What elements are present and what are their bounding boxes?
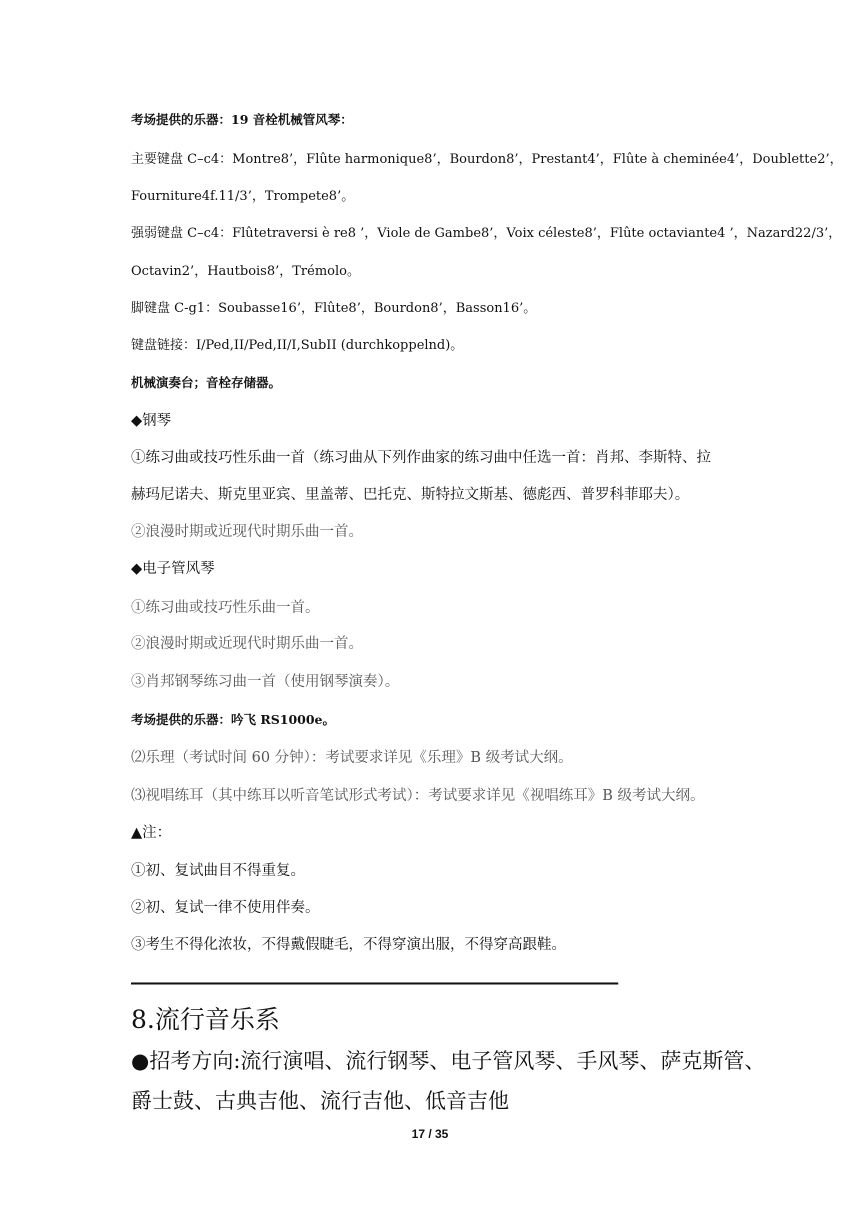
couplers: 键盘链接：I/Ped,II/Ped,II/I,SubII (durchkoppelnd)。 [131, 338, 464, 353]
notes-heading: ▲注： [131, 825, 172, 841]
piano-item-1-cont: 赫玛尼诺夫、斯克里亚宾、里盖蒂、巴托克、斯特拉文斯基、德彪西、普罗科菲耶夫）。 [131, 487, 690, 503]
piano-item-2: ②浪漫时期或近现代时期乐曲一首。 [131, 524, 363, 540]
instrument-line-electronic: 考场提供的乐器：吟飞 RS1000e。 [131, 712, 336, 727]
manual-main-stops-cont: Fourniture4f.11/3’，Trompete8’。 [131, 189, 355, 204]
heading-piano: ◆钢琴 [131, 413, 172, 429]
heading-electronic-organ: ◆电子管风琴 [131, 561, 215, 577]
section-title: 8.流行音乐系 [131, 1005, 280, 1034]
manual-main-stops: 主要键盘 C–c4：Montre8’，Flûte harmonique8’，Bourdon8’，Prestant4’，Flûte à cheminée4’，Doublette2’， [131, 152, 843, 167]
organ-item-2: ②浪漫时期或近现代时期乐曲一首。 [131, 636, 363, 652]
solfege-line: ⑶视唱练耳（其中练耳以听音笔试形式考试）：考试要求详见《视唱练耳》B 级考试大纲。 [131, 788, 705, 804]
organ-item-3: ③肖邦钢琴练习曲一首（使用钢琴演奏）。 [131, 674, 400, 690]
directions-line-1: ●招考方向:流行演唱、流行钢琴、电子管风琴、手风琴、萨克斯管、 [131, 1049, 766, 1073]
directions-line-2: 爵士鼓、古典吉他、流行吉他、低音吉他 [131, 1089, 509, 1113]
music-theory-line: ⑵乐理（考试时间 60 分钟）：考试要求详见《乐理》B 级考试大纲。 [131, 750, 573, 766]
pedal-stops: 脚键盘 C-g1：Soubasse16’，Flûte8’，Bourdon8’，Basson16’。 [131, 301, 537, 316]
page-number: 17 / 35 [411, 1127, 449, 1141]
note-2: ②初、复试一律不使用伴奏。 [131, 900, 320, 916]
note-1: ①初、复试曲目不得重复。 [131, 863, 305, 879]
manual-swell-stops: 强弱键盘 C–c4：Flûtetraversi è re8 ’，Viole de Gambe8’，Voix céleste8’，Flûte octaviante4 ’，Nazard22/3’， [131, 226, 842, 241]
note-3: ③考生不得化浓妆，不得戴假睫毛，不得穿演出服，不得穿高跟鞋。 [131, 937, 566, 953]
dashed-separator: —————————————————————————————————————————————————— [131, 976, 618, 990]
instrument-line-organ: 考场提供的乐器：19 音栓机械管风琴： [131, 112, 353, 127]
console-note: 机械演奏台；音栓存储器。 [131, 375, 282, 390]
organ-item-1: ①练习曲或技巧性乐曲一首。 [131, 600, 320, 616]
manual-swell-stops-cont: Octavin2’，Hautbois8’，Trémolo。 [131, 264, 360, 279]
piano-item-1: ①练习曲或技巧性乐曲一首（练习曲从下列作曲家的练习曲中任选一首：肖邦、李斯特、拉 [131, 450, 711, 466]
